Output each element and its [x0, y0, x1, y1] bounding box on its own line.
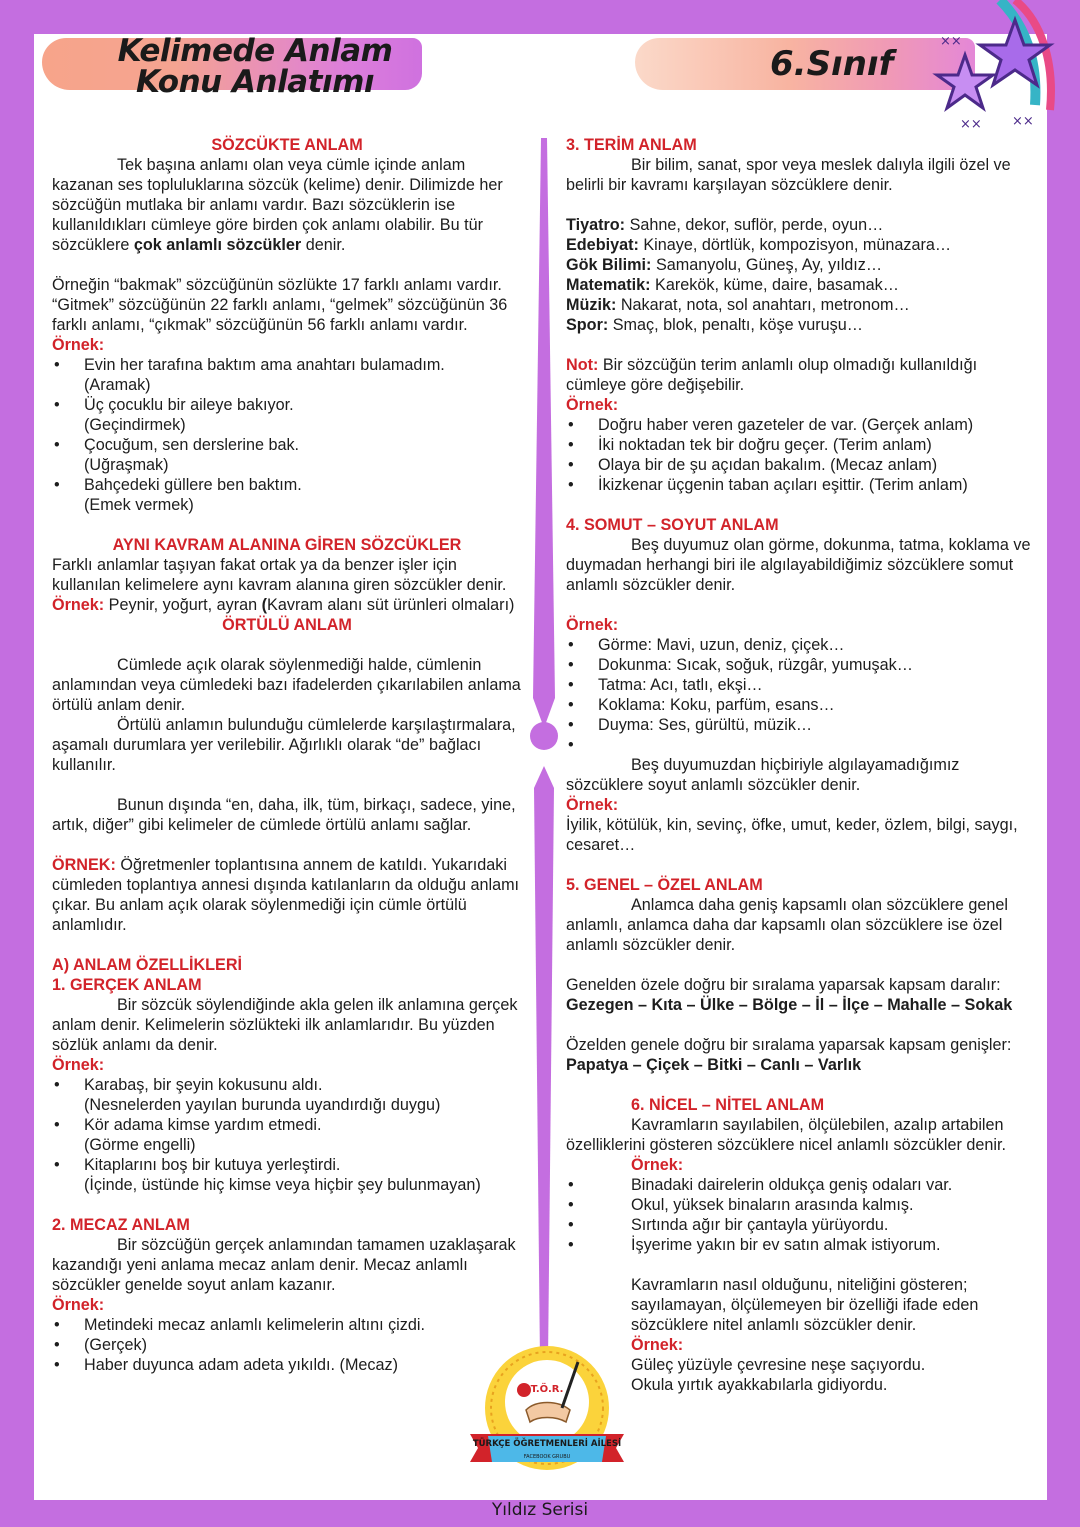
paragraph: İyilik, kötülük, kin, sevinç, öfke, umut, keder, özlem, bilgi, saygı, cesaret… — [566, 816, 1018, 854]
paragraph: Örnek: Peynir, yoğurt, ayran (Kavram alanı süt ürünleri olmaları) — [52, 596, 515, 614]
section-title-somut: 4. SOMUT – SOYUT ANLAM — [566, 516, 779, 534]
list-item: • Üç çocuklu bir aileye bakıyor. (Geçindirmek) — [52, 395, 522, 435]
list-item: • Duyma: Ses, gürültü, müzik… — [566, 715, 1036, 735]
paragraph: Tek başına anlamı olan veya cümle içinde anlam kazanan ses topluluklarına sözcük (kelime) denir. Dilimizde her sözcüğün mutlaka bir anlamı vardır. Bazı sözcüklerin ise kullanıldıkları cümleye göre birden çok anlamı olabilir. Bu tür sözcüklere çok anlamlı sözcükler denir. — [52, 156, 503, 254]
paragraph: Farklı anlamlar taşıyan fakat ortak ya da benzer işler için kullanılan kelimelere aynı kavram alanına giren sözcükler denir. — [52, 556, 507, 594]
list-item: • Dokunma: Sıcak, soğuk, rüzgâr, yumuşak… — [566, 655, 1036, 675]
list-item: • Görme: Mavi, uzun, deniz, çiçek… — [566, 635, 1036, 655]
logo-initials: T.Ö.R. — [530, 1384, 564, 1395]
list-item: • Olaya bir de şu açıdan bakalım. (Mecaz anlam) — [566, 455, 1036, 475]
logo-sub: FACEBOOK GRUBU — [523, 1454, 571, 1460]
section-title-gercek: 1. GERÇEK ANLAM — [52, 976, 202, 994]
paragraph: Kavramların sayılabilen, ölçülebilen, azalıp artabilen özelliklerini gösteren sözcüklere nicel anlamlı sözcükler denir. — [566, 1116, 1006, 1154]
paragraph: Bir sözcüğün gerçek anlamından tamamen uzaklaşarak kazandığı yeni anlama mecaz anlam denir. Mecaz anlamlı sözcükler genelde soyut anlam kazanır. — [52, 1236, 516, 1294]
svg-text:××: ×× — [960, 117, 982, 132]
page-title — [110, 33, 400, 100]
example-label: Örnek: — [52, 336, 105, 354]
sequence: Gezegen – Kıta – Ülke – Bölge – İl – İlçe – Mahalle – Sokak — [566, 996, 1013, 1014]
term-line: Matematik: Karekök, küme, daire, basamak… — [566, 276, 899, 294]
list-item: • İki noktadan tek bir doğru geçer. (Terim anlam) — [566, 435, 1036, 455]
section-title-ortulu: ÖRTÜLÜ ANLAM — [222, 616, 352, 634]
list-item: • Tatma: Acı, tatlı, ekşi… — [566, 675, 1036, 695]
paragraph: Kavramların nasıl olduğunu, niteliğini gösteren; sayılamayan, ölçülemeyen bir özelliği ifade eden sözcüklere nitel anlamlı sözcükler denir. — [631, 1276, 979, 1334]
paragraph: Örtülü anlamın bulunduğu cümlelerde karşılaştırmalara, aşamalı durumlara yer verilebilir. Ağırlıklı olarak “de” bağlacı kullanılır. — [52, 716, 516, 774]
sequence: Papatya – Çiçek – Bitki – Canlı – Varlık — [566, 1056, 862, 1074]
term-line: Spor: Smaç, blok, penaltı, köşe vuruşu… — [566, 316, 863, 334]
footer-series: Yıldız Serisi — [491, 1500, 589, 1520]
list-item: • Sırtında ağır bir çantayla yürüyordu. — [566, 1215, 1036, 1235]
list-item: • Binadaki dairelerin oldukça geniş odaları var. — [566, 1175, 1036, 1195]
list-item: • Okul, yüksek binaların arasında kalmış. — [566, 1195, 1036, 1215]
list-item: • Koklama: Koku, parfüm, esans… — [566, 695, 1036, 715]
example-label: Örnek: — [631, 1336, 684, 1354]
example-label: Örnek: — [52, 1056, 105, 1074]
paragraph: Okula yırtık ayakkabılarla gidiyordu. — [631, 1376, 888, 1394]
section-title-mecaz: 2. MECAZ ANLAM — [52, 1216, 190, 1234]
example-list — [52, 1315, 522, 1375]
paragraph: ÖRNEK: Öğretmenler toplantısına annem de katıldı. Yukarıdaki cümleden toplantıya annesi dışında katılanların da olduğu anlamı çıkar. Bu anlam açık olarak söylenmediği için cümle örtülü anlamlıdır. — [52, 856, 520, 934]
example-label: Örnek: — [52, 1296, 105, 1314]
list-item: • Kör adama kimse yardım etmedi. (Görme engelli) — [52, 1115, 522, 1155]
example-list — [566, 1175, 1036, 1255]
paragraph: Anlamca daha geniş kapsamlı olan sözcüklere genel anlamlı, anlamca daha dar kapsamlı olan sözcüklere ise özel anlamlı sözcükler denir. — [566, 896, 1009, 954]
grade-label: 6.Sınıf — [770, 44, 894, 84]
paragraph: Genelden özele doğru bir sıralama yaparsak kapsam daralır: — [566, 976, 1001, 994]
example-label: Örnek: — [566, 796, 619, 814]
list-item: • (Gerçek) — [52, 1335, 522, 1355]
term-line: Tiyatro: Sahne, dekor, suflör, perde, oyun… — [566, 216, 884, 234]
paragraph: Beş duyumuzdan hiçbiriyle algılayamadığımız sözcüklere soyut anlamlı sözcükler denir. — [566, 756, 960, 794]
list-item: • Kitaplarını boş bir kutuya yerleştirdi. (İçinde, üstünde hiç kimse veya hiçbir şey bulunmayan) — [52, 1155, 522, 1195]
list-item — [566, 735, 1036, 755]
paragraph: Cümlede açık olarak söylenmediği halde, cümlenin anlamından veya cümledeki bazı ifadelerden çıkarılabilen anlama örtülü anlam denir. — [52, 656, 521, 714]
left-column — [52, 135, 522, 1375]
svg-text:××: ×× — [1012, 114, 1034, 129]
column-divider — [528, 138, 560, 1458]
section-title-sozcukte: SÖZCÜKTE ANLAM — [211, 136, 363, 154]
paragraph: Örneğin “bakmak” sözcüğünün sözlükte 17 farklı anlamı vardır. “Gitmek” sözcüğünün 22 farklı anlamı, “gelmek” sözcüğünün 36 farklı anlamı, “çıkmak” sözcüğünün 56 farklı anlamı vardır. — [52, 276, 508, 334]
svg-text:××: ×× — [940, 34, 962, 49]
paragraph: Güleç yüzüyle çevresine neşe saçıyordu. — [631, 1356, 926, 1374]
tor-logo — [466, 1342, 628, 1482]
list-item: • Metindeki mecaz anlamlı kelimelerin altını çizdi. — [52, 1315, 522, 1335]
example-label: Örnek: — [566, 616, 619, 634]
example-label: Örnek: — [566, 396, 619, 414]
section-title-nicel: 6. NİCEL – NİTEL ANLAM — [631, 1096, 825, 1114]
title-line-1: Kelimede Anlam — [117, 33, 393, 69]
list-item: • Bahçedeki güllere ben baktım. (Emek vermek) — [52, 475, 522, 515]
list-item: • Evin her tarafına baktım ama anahtarı bulamadım. (Aramak) — [52, 355, 522, 395]
list-item: • Çocuğum, sen derslerine bak. (Uğraşmak) — [52, 435, 522, 475]
stars-decoration-icon — [920, 0, 1060, 140]
title-line-2: Konu Anlatımı — [135, 64, 375, 100]
list-item: • Doğru haber veren gazeteler de var. (Gerçek anlam) — [566, 415, 1036, 435]
ball-icon — [517, 1383, 531, 1397]
example-list — [52, 355, 522, 515]
list-item: • İşyerime yakın bir ev satın almak istiyorum. — [566, 1235, 1036, 1255]
section-title-genel: 5. GENEL – ÖZEL ANLAM — [566, 876, 763, 894]
list-item: • Haber duyunca adam adeta yıkıldı. (Mecaz) — [52, 1355, 522, 1375]
example-list — [566, 415, 1036, 495]
paragraph: Bunun dışında “en, daha, ilk, tüm, birkaçı, sadece, yine, artık, diğer” gibi kelimeler de cümlede örtülü anlamı sağlar. — [52, 796, 516, 834]
nitel-block — [566, 1275, 1036, 1395]
list-item: • Karabaş, bir şeyin kokusunu aldı. (Nesnelerden yayılan burunda uyandırdığı duygu) — [52, 1075, 522, 1115]
section-title-a: A) ANLAM ÖZELLİKLERİ — [52, 956, 243, 974]
list-item: • İkizkenar üçgenin taban açıları eşittir. (Terim anlam) — [566, 475, 1036, 495]
term-line: Gök Bilimi: Samanyolu, Güneş, Ay, yıldız… — [566, 256, 883, 274]
example-list — [52, 1075, 522, 1195]
paragraph: Bir sözcük söylendiğinde akla gelen ilk anlamına gerçek anlam denir. Kelimelerin sözlükteki ilk anlamlarıdır. Bu yüzden sözlük anlamı da denir. — [52, 996, 518, 1054]
note: Not: Bir sözcüğün terim anlamlı olup olmadığı kullanıldığı cümleye göre değişebilir. — [566, 356, 978, 394]
example-label: Örnek: — [631, 1156, 684, 1174]
term-line: Edebiyat: Kinaye, dörtlük, kompozisyon, münazara… — [566, 236, 952, 254]
right-column — [566, 135, 1036, 1395]
section-title-terim: 3. TERİM ANLAM — [566, 136, 697, 154]
paragraph: Beş duyumuz olan görme, dokunma, tatma, koklama ve duymadan herhangi biri ile algılayabildiğimiz sözcüklere somut anlamlı sözcükler denir. — [566, 536, 1031, 594]
paragraph: Özelden genele doğru bir sıralama yaparsak kapsam genişler: — [566, 1036, 1012, 1054]
section-title-ayni: AYNI KAVRAM ALANINA GİREN SÖZCÜKLER — [112, 536, 462, 554]
paragraph: Bir bilim, sanat, spor veya meslek dalıyla ilgili özel ve belirli bir kavramı karşılayan sözcüklere denir. — [566, 156, 1011, 194]
example-list — [566, 635, 1036, 755]
term-line: Müzik: Nakarat, nota, sol anahtarı, metronom… — [566, 296, 910, 314]
logo-name: TÜRKÇE ÖĞRETMENLERİ AİLESİ — [472, 1439, 622, 1449]
